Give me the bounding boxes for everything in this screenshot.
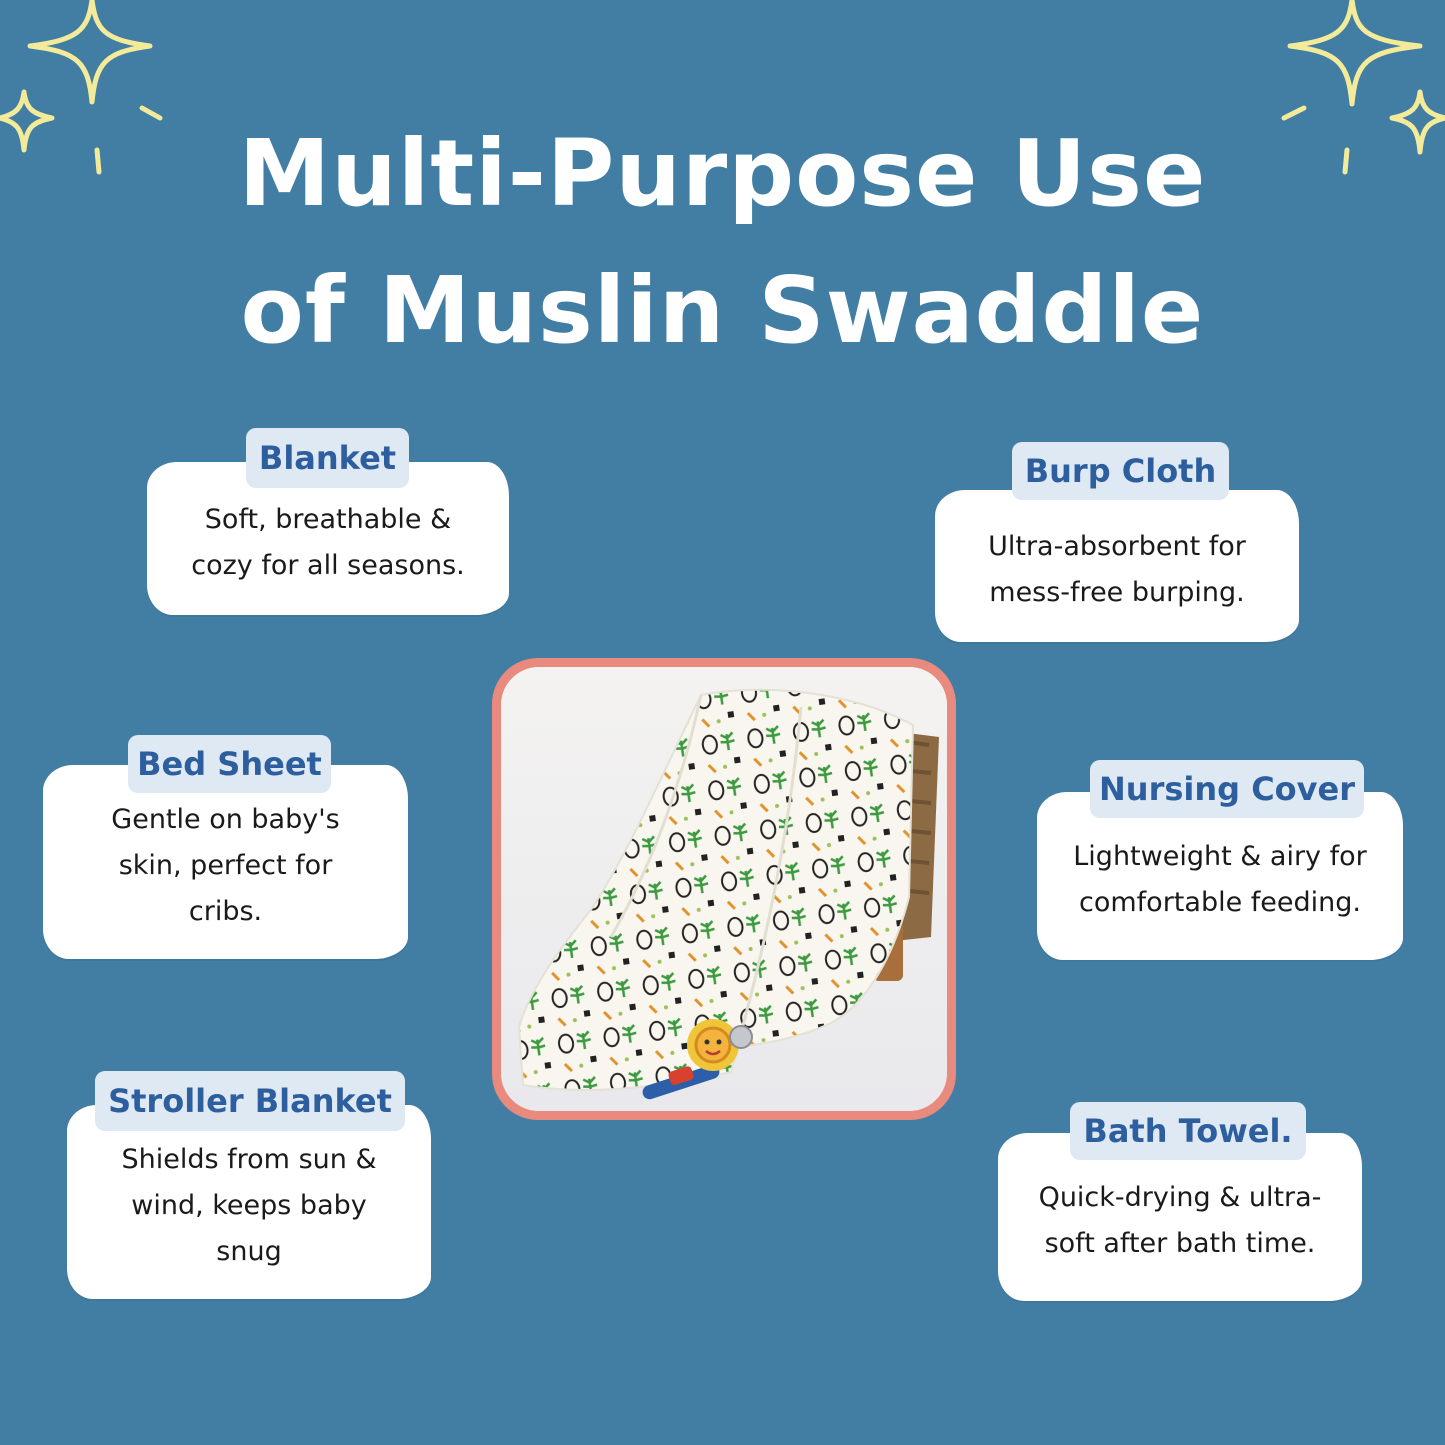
card-stroller-blanket-text: Shields from sun & wind, keeps baby snug: [121, 1144, 377, 1267]
sparkle-star-icon: [1290, 0, 1420, 104]
product-photo: [501, 667, 947, 1111]
product-photo-frame: [492, 658, 956, 1120]
card-bath-towel-text: Quick-drying & ultra- soft after bath time.: [1038, 1182, 1322, 1259]
card-stroller-blanket-label: Stroller Blanket: [95, 1071, 405, 1131]
card-burp-cloth-body: [935, 490, 1299, 642]
card-nursing-cover-text: Lightweight & airy for comfortable feeding.: [1073, 841, 1367, 918]
card-bath-towel-label: Bath Towel.: [1070, 1102, 1306, 1160]
swaddle-illustration: [501, 667, 947, 1111]
card-burp-cloth-text: Ultra-absorbent for mess-free burping.: [988, 531, 1246, 608]
sparkle-dash-icon: [1284, 108, 1304, 118]
card-blanket-text: Soft, breathable & cozy for all seasons.: [191, 503, 465, 581]
card-bed-sheet-text: Gentle on baby's skin, perfect for cribs.: [111, 804, 340, 927]
sparkle-star-icon: [30, 0, 150, 102]
card-bed-sheet-body: [43, 765, 408, 959]
card-stroller-blanket-body: [67, 1105, 431, 1299]
page-title-line-1: Multi-Purpose Use: [238, 120, 1207, 227]
page-title-line-2: of Muslin Swaddle: [240, 257, 1205, 364]
card-blanket-label: Blanket: [246, 428, 409, 488]
card-bed-sheet-label: Bed Sheet: [128, 735, 331, 793]
card-burp-cloth-label: Burp Cloth: [1012, 442, 1229, 500]
sparkle-dash-icon: [142, 108, 160, 118]
card-nursing-cover-label: Nursing Cover: [1090, 760, 1364, 818]
